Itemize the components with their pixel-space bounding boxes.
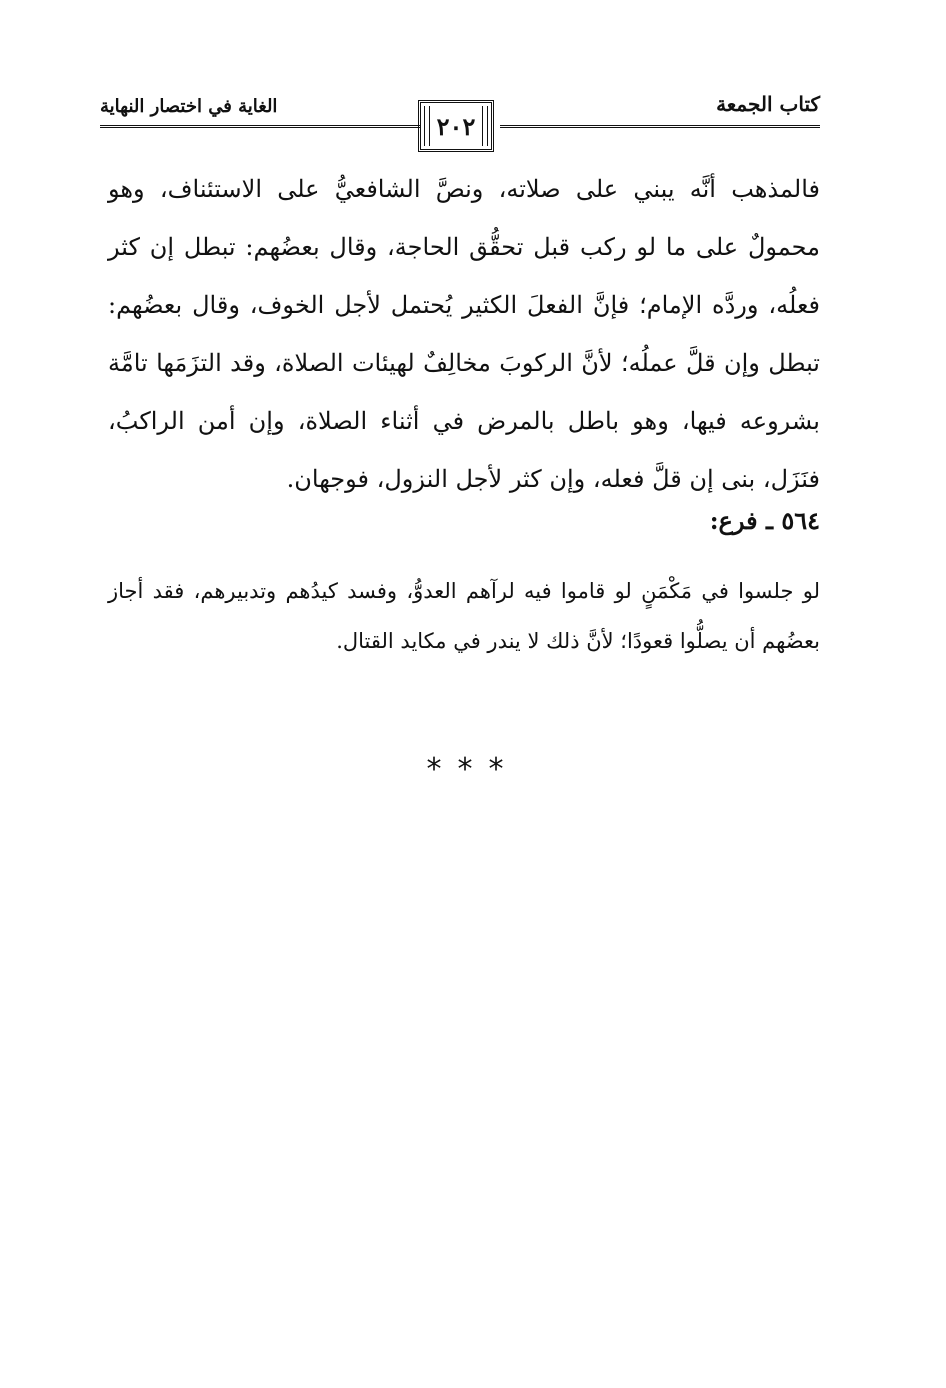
section-heading: ٥٦٤ ـ فرع: <box>709 506 820 535</box>
page-number-frame <box>418 100 494 152</box>
book-title: الغاية في اختصار النهاية <box>100 96 278 117</box>
paragraph-2-block <box>108 566 820 666</box>
header-rule-right <box>500 125 820 128</box>
paragraph-1: فالمذهب أنَّه يبني على صلاته، ونصَّ الشافعيُّ على الاستئناف، وهو محمولٌ على ما لو ركب قبل تحقُّق الحاجة، وقال بعضُهم: تبطل إن كثر فعلُه، وردَّه الإمام؛ فإنَّ الفعلَ الكثير يُحتمل لأجل الخوف، وقال بعضُهم: تبطل وإن قلَّ عملُه؛ لأنَّ الركوبَ مخالِفٌ لهيئات الصلاة، وقد التزَمَها تامَّة بشروعه فيها، وهو باطل بالمرض في أثناء الصلاة، وإن أمن الراكبُ، فنَزَل، بنى إن قلَّ فعله، وإن كثر لأجل النزول، فوجهان. <box>108 175 820 493</box>
page-number: ٢٠٢ <box>436 111 476 141</box>
chapter-title: كتاب الجمعة <box>716 92 820 116</box>
page-header <box>100 92 820 162</box>
header-rule-left <box>100 125 420 128</box>
paragraph-1-block <box>108 160 820 508</box>
paragraph-2: لو جلسوا في مَكْمَنٍ لو قاموا فيه لرآهم العدوُّ، وفسد كيدُهم وتدبيرهم، فقد أجاز بعضُهم أن يصلُّوا قعودًا؛ لأنَّ ذلك لا يندر في مكايد القتال. <box>108 579 820 653</box>
end-ornament: *** <box>426 752 520 787</box>
